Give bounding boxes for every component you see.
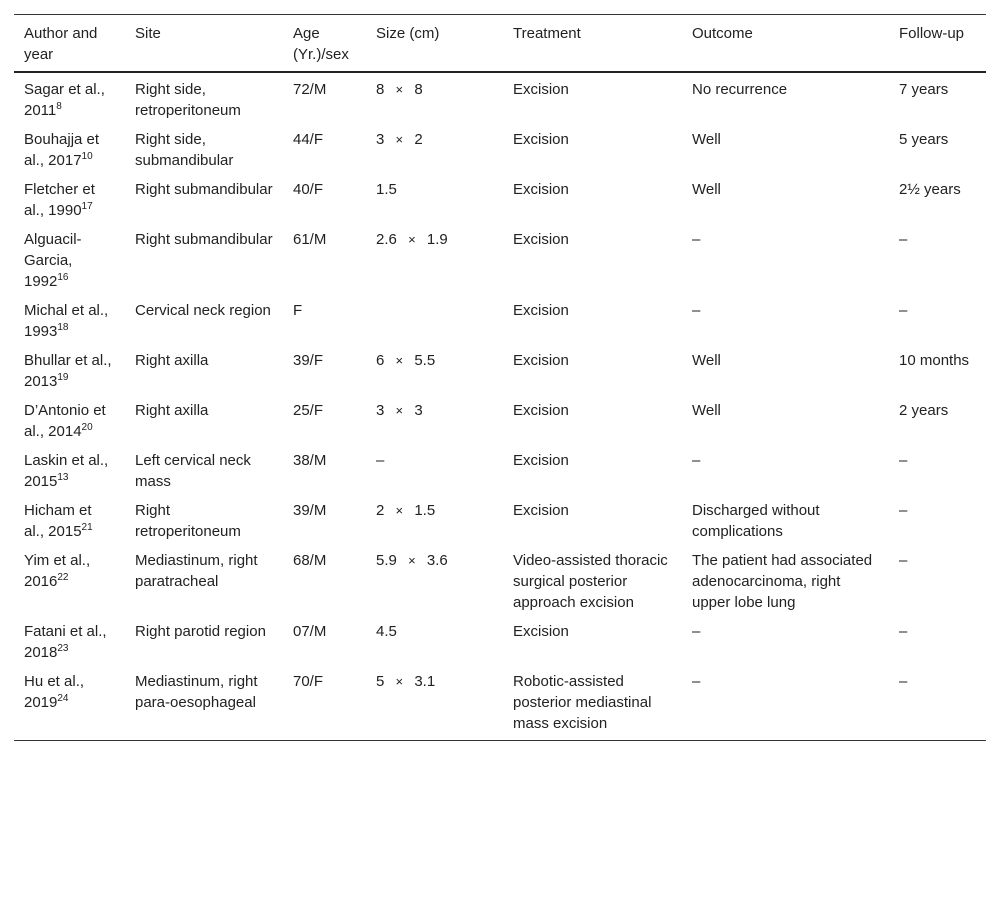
cell-follow-up: 5 years [899,131,949,148]
cell-site: Right parotid region [135,623,266,640]
table-row [14,173,986,223]
table-row [14,344,986,394]
cell-size [366,173,503,223]
author-year-text: Bouhajja et al., 2017 [24,131,100,169]
size-value-a: 5.9 [376,552,397,569]
cell-treatment: Excision [513,231,569,248]
size-value-a: 4.5 [376,623,397,640]
cell-age-sex: 68/M [293,552,327,569]
reference-number: 17 [81,201,93,212]
cell-outcome: Well [692,352,721,369]
header-outcome: Outcome [682,15,889,73]
size-value-b: 3 [414,402,423,419]
header-age-sex: Age (Yr.)/sex [283,15,366,73]
cell-follow-up: 2 years [899,402,949,419]
size-value-b: 8 [414,81,423,98]
size-value-b: 2 [414,131,423,148]
header-site: Site [125,15,283,73]
cell-site: Left cervical neck mass [135,452,251,490]
cell-site: Cervical neck region [135,302,271,319]
author-year-text: Yim et al., 2016 [24,552,91,590]
case-reports-table [14,14,986,741]
cell-outcome: Well [692,402,721,419]
cell-follow-up: – [889,665,986,741]
cell-age-sex: 70/F [283,665,366,741]
cell-outcome: – [692,452,701,469]
reference-number: 21 [81,522,93,533]
cell-site: Mediastinum, right para-oesophageal [125,665,283,741]
header-row [14,15,986,73]
cell-outcome: – [692,623,701,640]
reference-number: 22 [57,572,69,583]
cell-size [366,444,503,494]
cell-site: Right axilla [135,402,209,419]
size-value-b: 1.5 [414,502,436,519]
cell-outcome: No recurrence [692,81,788,98]
cell-outcome: – [692,302,701,319]
cell-site: Right submandibular [135,231,273,248]
cell-author-year [14,615,125,665]
size-separator: × [395,82,404,97]
size-separator: × [395,353,404,368]
cell-treatment: Robotic-assisted posterior mediastinal mass excision [503,665,682,741]
cell-outcome: – [682,665,889,741]
cell-treatment: Excision [513,452,569,469]
reference-number: 19 [57,372,69,383]
cell-follow-up: – [899,452,908,469]
table-row [14,494,986,544]
reference-number: 8 [56,101,62,112]
cell-follow-up: 2½ years [899,181,961,198]
reference-number: 10 [81,151,93,162]
cell-site: Right side, retroperitoneum [135,81,241,119]
table-body [14,72,986,741]
cell-size [366,294,503,344]
reference-number: 16 [57,272,69,283]
size-value-b: 3.1 [414,673,436,690]
reference-number: 24 [57,693,69,704]
size-separator: × [395,132,404,147]
cell-outcome: – [692,231,701,248]
header-author-year: Author and year [14,15,125,73]
cell-author-year [14,444,125,494]
cell-age-sex: 40/F [293,181,324,198]
header-follow-up: Follow-up [889,15,986,73]
cell-author-year [14,294,125,344]
size-separator: × [408,232,416,247]
cell-size [366,665,503,741]
author-year-text: Michal et al., 1993 [24,302,109,340]
cell-treatment: Excision [513,623,569,640]
author-year-text: Sagar et al., 2011 [24,81,105,119]
cell-size [366,544,503,615]
table-container [14,14,986,741]
cell-size [366,223,503,294]
cell-outcome: The patient had associated adenocarcinoma, right upper lobe lung [692,552,873,611]
reference-number: 20 [81,422,93,433]
cell-author-year [14,123,125,173]
size-value-a: 3 [376,131,385,148]
table-row [14,223,986,294]
table-row [14,123,986,173]
cell-age-sex: 07/M [293,623,327,640]
cell-age-sex: F [293,302,303,319]
cell-age-sex: 61/M [293,231,327,248]
size-value-a: 8 [376,81,385,98]
cell-treatment: Excision [513,131,569,148]
size-separator: × [395,503,404,518]
cell-size [366,494,503,544]
cell-follow-up: 10 months [899,352,970,369]
cell-follow-up: – [899,552,908,569]
header-treatment: Treatment [503,15,682,73]
cell-size [366,615,503,665]
reference-number: 13 [57,472,69,483]
cell-treatment: Excision [513,302,569,319]
cell-age-sex: 72/M [293,81,327,98]
cell-size [366,394,503,444]
size-value-a: 6 [376,352,385,369]
cell-treatment: Excision [513,181,569,198]
header-size: Size (cm) [366,15,503,73]
cell-age-sex: 38/M [293,452,327,469]
cell-size [366,344,503,394]
cell-author-year [14,665,125,741]
size-value-a: 2 [376,502,385,519]
size-value-a: 2.6 [376,231,397,248]
cell-outcome: Well [692,131,721,148]
author-year-text: Hu et al., 2019 [24,673,85,711]
table-row [14,544,986,615]
cell-author-year [14,173,125,223]
author-year-text: Alguacil-Garcia, 1992 [24,231,82,290]
table-row [14,615,986,665]
size-separator: × [395,674,404,689]
cell-follow-up: – [899,302,908,319]
cell-site: Right axilla [135,352,209,369]
size-value-b: 5.5 [414,352,436,369]
cell-outcome: Discharged without complications [692,502,820,540]
size-separator: × [408,553,416,568]
cell-site: Right side, submandibular [135,131,234,169]
reference-number: 23 [57,643,69,654]
cell-treatment: Excision [513,81,569,98]
cell-age-sex: 39/M [293,502,327,519]
cell-author-year [14,72,125,123]
author-year-text: Bhullar et al., 2013 [24,352,112,390]
size-value-a: 5 [376,673,385,690]
reference-number: 18 [57,322,69,333]
cell-site: Mediastinum, right paratracheal [135,552,258,590]
author-year-text: Fatani et al., 2018 [24,623,107,661]
cell-outcome: Well [692,181,721,198]
cell-follow-up: – [899,231,908,248]
table-row [14,394,986,444]
cell-treatment: Excision [513,352,569,369]
cell-age-sex: 44/F [293,131,324,148]
cell-treatment: Excision [513,502,569,519]
size-value-a: 3 [376,402,385,419]
cell-author-year [14,344,125,394]
table-row [14,294,986,344]
cell-author-year [14,394,125,444]
size-value-b: 3.6 [426,552,448,569]
size-separator: × [395,403,404,418]
cell-follow-up: – [899,623,908,640]
cell-follow-up: 7 years [899,81,949,98]
cell-author-year [14,223,125,294]
table-row [14,665,986,741]
cell-treatment: Excision [513,402,569,419]
size-value-b: 1.9 [426,231,448,248]
cell-age-sex: 25/F [293,402,324,419]
cell-site: Right retroperitoneum [135,502,241,540]
cell-follow-up: – [899,502,908,519]
cell-size [366,123,503,173]
table-row [14,72,986,123]
cell-author-year [14,544,125,615]
size-value-a: – [376,452,385,469]
table-row [14,444,986,494]
author-year-text: D’Antonio et al., 2014 [24,402,106,440]
cell-age-sex: 39/F [293,352,324,369]
author-year-text: Fletcher et al., 1990 [24,181,95,219]
cell-treatment: Video-assisted thoracic surgical posterior approach excision [513,552,668,611]
size-value-a: 1.5 [376,181,397,198]
cell-size [366,72,503,123]
cell-site: Right submandibular [135,181,273,198]
author-year-text: Hicham et al., 2015 [24,502,92,540]
cell-author-year [14,494,125,544]
author-year-text: Laskin et al., 2015 [24,452,109,490]
